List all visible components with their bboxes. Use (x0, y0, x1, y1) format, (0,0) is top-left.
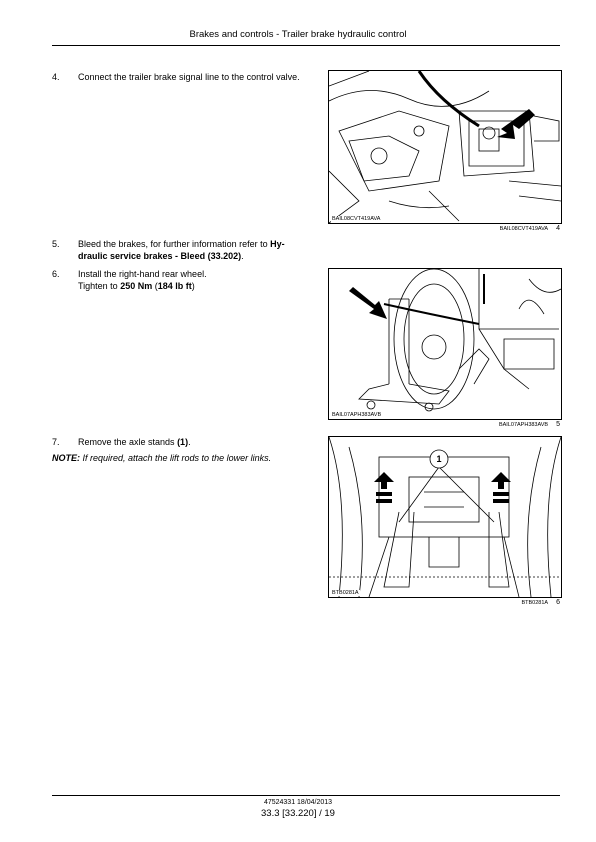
figure-code: BAIL08CVT419AVA (332, 216, 381, 222)
torque-lbft: 184 lb ft (157, 281, 192, 291)
caption-code: BTB0281A (521, 600, 549, 606)
figure-5-caption (499, 421, 560, 428)
step-text (78, 238, 308, 262)
footer-rule (52, 795, 560, 796)
torque-nm: 250 Nm (120, 281, 153, 291)
page-header: Brakes and controls - Trailer brake hydraulic control (189, 29, 407, 40)
figure-code: BTB0281A (332, 590, 359, 596)
step-number: 7. (52, 437, 60, 447)
figure-number: 5 (556, 421, 560, 428)
step-5 (52, 238, 308, 264)
callout-ref: (1) (177, 437, 189, 447)
step-text-end: . (241, 251, 244, 261)
figure-number: 4 (556, 225, 560, 232)
figure-code: BAIL07APH383AVB (332, 412, 382, 418)
note (52, 452, 312, 464)
step-text (78, 268, 308, 292)
step-text-end: . (188, 437, 191, 447)
paren: ) (191, 281, 195, 291)
figure-number: 6 (556, 599, 560, 606)
step-number: 5. (52, 239, 60, 249)
step-text-tighten: Tighten to (78, 281, 121, 291)
footer-docref: 47524331 18/04/2013 (263, 799, 333, 806)
step-4 (52, 71, 308, 97)
figure-6-caption (521, 599, 560, 606)
step-text-plain: Remove the axle stands (78, 437, 178, 447)
note-text: If required, attach the lift rods to the lower links. (80, 453, 272, 463)
figure-6-image (328, 436, 562, 598)
caption-code: BAIL07APH383AVB (498, 422, 549, 428)
header-rule (52, 45, 560, 46)
step-text-plain: Bleed the brakes, for further information refer to (78, 239, 271, 249)
note-label: NOTE: (52, 453, 80, 463)
figure-4-caption (500, 225, 560, 232)
step-text (78, 436, 308, 448)
callout-1: 1 (436, 454, 442, 464)
caption-code: BAIL08CVT419AVA (499, 226, 549, 232)
link-bleed-brakes[interactable]: Hy-draulic service brakes - Bleed (33.202) (78, 239, 285, 261)
step-6 (52, 268, 308, 294)
figure-5-image (328, 268, 562, 420)
step-text-line1: Install the right-hand rear wheel. (78, 269, 207, 279)
step-number: 6. (52, 269, 60, 279)
step-7 (52, 436, 308, 450)
step-text: Connect the trailer brake signal line to the control valve. (78, 72, 300, 82)
step-number: 4. (52, 72, 60, 82)
footer-page: 33.3 [33.220] / 19 (261, 808, 335, 819)
figure-4-image (328, 70, 562, 224)
paren: ( (152, 281, 158, 291)
